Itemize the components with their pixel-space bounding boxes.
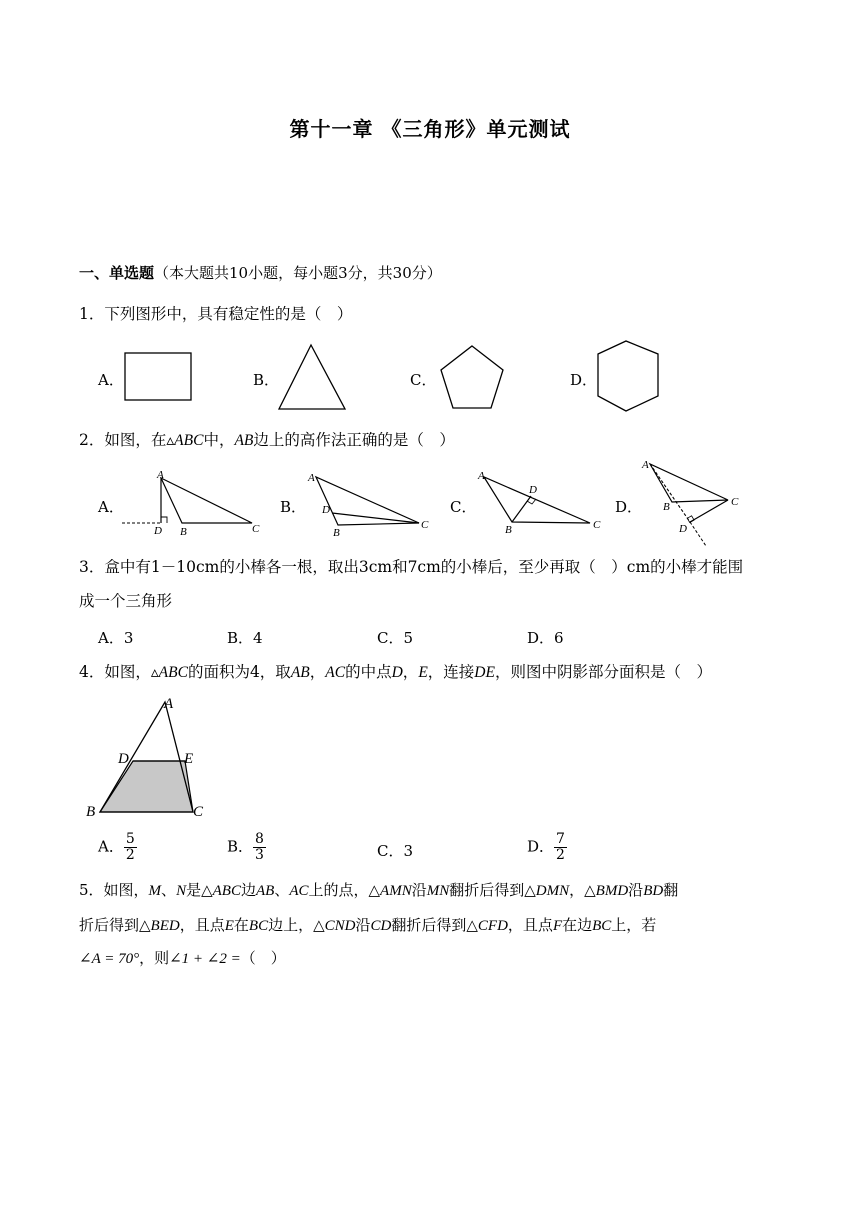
page-title: 第十一章 《三角形》单元测试	[289, 117, 571, 141]
svg-text:A: A	[308, 472, 315, 484]
svg-text:D: D	[529, 484, 537, 496]
svg-text:B: B	[333, 527, 340, 536]
svg-text:D: D	[154, 525, 162, 536]
svg-text:D: D	[679, 523, 687, 535]
question-1-text: 1．下列图形中，具有稳定性的是（ ）	[79, 305, 353, 323]
q2-option-b-label: B．	[280, 498, 307, 516]
q2-figure-b	[300, 466, 440, 536]
svg-text:B: B	[180, 526, 187, 536]
svg-text:D: D	[322, 504, 330, 516]
svg-text:C: C	[252, 523, 260, 535]
q4-option-a: A． $\frac{5}{2}$	[98, 831, 135, 863]
svg-text:A: A	[164, 696, 174, 712]
svg-text:E: E	[184, 751, 194, 767]
q1-option-a-label: A．	[98, 371, 124, 389]
q1-option-c-label: C．	[410, 371, 437, 389]
q1-option-d-label: D．	[570, 371, 598, 389]
question-5-line-2: 折后得到△BED，且点E在BC边上，△CND沿CD翻折后得到△CFD，且点F在边BC上，若	[79, 916, 657, 934]
q1-rectangle-shape	[120, 348, 200, 408]
q1-pentagon-shape	[435, 340, 515, 415]
question-5-line-1: 5．如图，M、N是△ABC边AB、AC上的点，△AMN沿MN翻折后得到△DMN，△BMD沿BD翻	[79, 881, 679, 899]
svg-text:A: A	[478, 470, 485, 482]
q3-option-a: A．3	[98, 629, 134, 647]
question-2-text: 2．如图，在▵ABC中，AB边上的高作法正确的是（ ）	[79, 431, 455, 449]
q2-option-d-label: D．	[615, 498, 643, 516]
q1-hexagon-shape	[590, 338, 670, 418]
q1-triangle-shape	[275, 340, 355, 415]
svg-text:B: B	[505, 524, 512, 536]
q2-figure-c	[472, 466, 612, 536]
svg-text:B: B	[86, 804, 96, 820]
q2-figure-a	[118, 466, 268, 536]
svg-text:A: A	[642, 459, 649, 471]
q2-option-a-label: A．	[98, 498, 124, 516]
q2-option-c-label: C．	[450, 498, 477, 516]
q2-figure-d	[635, 456, 755, 551]
question-3-line-1: 3．盒中有1－10cm的小棒各一根，取出3cm和7cm的小棒后，至少再取（ ）cm的小棒才能围	[79, 558, 744, 576]
svg-text:D: D	[118, 751, 129, 767]
svg-text:C: C	[731, 496, 739, 508]
q4-option-c: C．3	[377, 842, 414, 860]
q3-option-c: C．5	[377, 629, 414, 647]
svg-text:B: B	[663, 501, 670, 513]
svg-text:C: C	[193, 804, 204, 820]
svg-text:C: C	[421, 519, 429, 531]
q3-option-b: B．4	[227, 629, 263, 647]
question-3-line-2: 成一个三角形	[79, 592, 173, 610]
q4-option-d: D． $\frac{7}{2}$	[527, 831, 565, 863]
svg-text:C: C	[593, 519, 601, 531]
section-heading: 一、单选题（本大题共10小题，每小题3分，共30分）	[79, 264, 442, 282]
q1-option-b-label: B．	[253, 371, 280, 389]
q3-option-d: D．6	[527, 629, 564, 647]
question-5-line-3: ∠A = 70°，则∠1 + ∠2 =（ ）	[79, 949, 286, 967]
svg-text:A: A	[157, 469, 164, 481]
q4-figure	[80, 690, 220, 825]
q4-option-b: B． $\frac{8}{3}$	[227, 831, 264, 863]
question-4-text: 4．如图，▵ABC的面积为4，取AB，AC的中点D，E，连接DE，则图中阴影部分面积是（ ）	[79, 663, 712, 681]
